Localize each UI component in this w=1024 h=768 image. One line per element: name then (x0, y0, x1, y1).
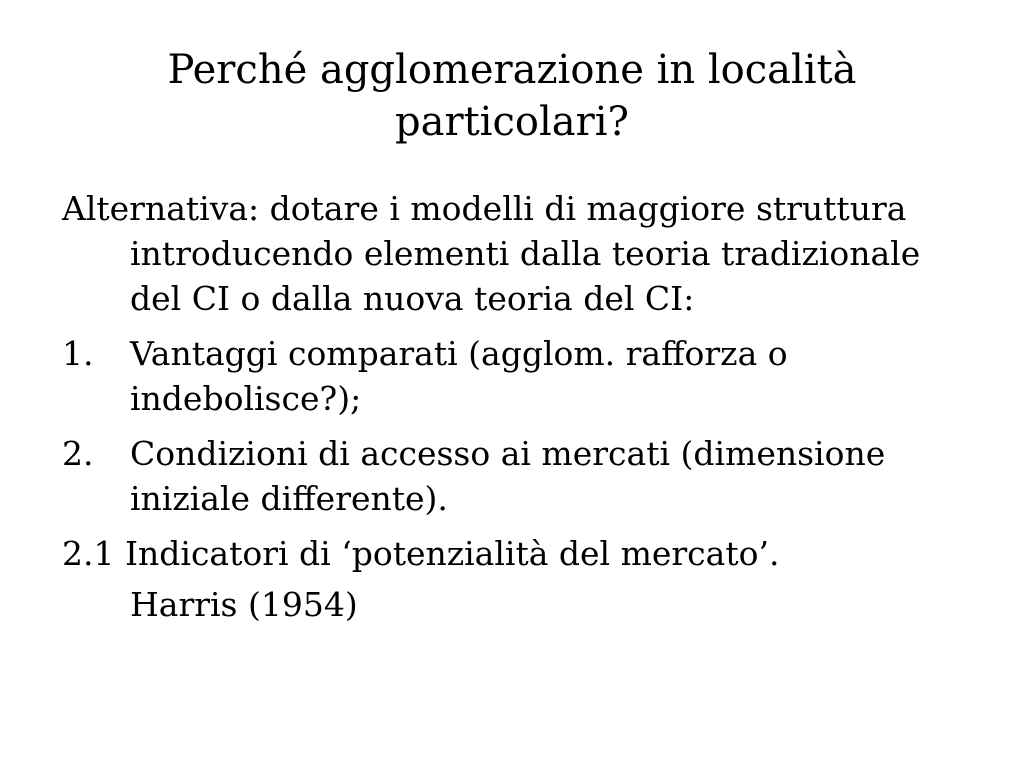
reference-line: Harris (1954) (130, 585, 358, 624)
list-item-number: 2. (62, 434, 94, 473)
list-item-text: Vantaggi comparati (agglom. rafforza o indebolisce?); (130, 334, 788, 418)
slide-body (62, 186, 962, 627)
subitem-paragraph: 2.1 Indicatori di ‘potenzialità del mercato’. (62, 534, 780, 573)
slide-title: Perché agglomerazione in località particolari? (167, 47, 857, 145)
list-item (62, 331, 962, 421)
list-item (62, 431, 962, 521)
list-item-number: 1. (62, 334, 94, 373)
list-item-text: Condizioni di accesso ai mercati (dimensione iniziale differente). (130, 434, 886, 518)
intro-paragraph: Alternativa: dotare i modelli di maggiore struttura introducendo elementi dalla teoria tradizionale del CI o dalla nuova teoria del CI: (62, 189, 921, 318)
